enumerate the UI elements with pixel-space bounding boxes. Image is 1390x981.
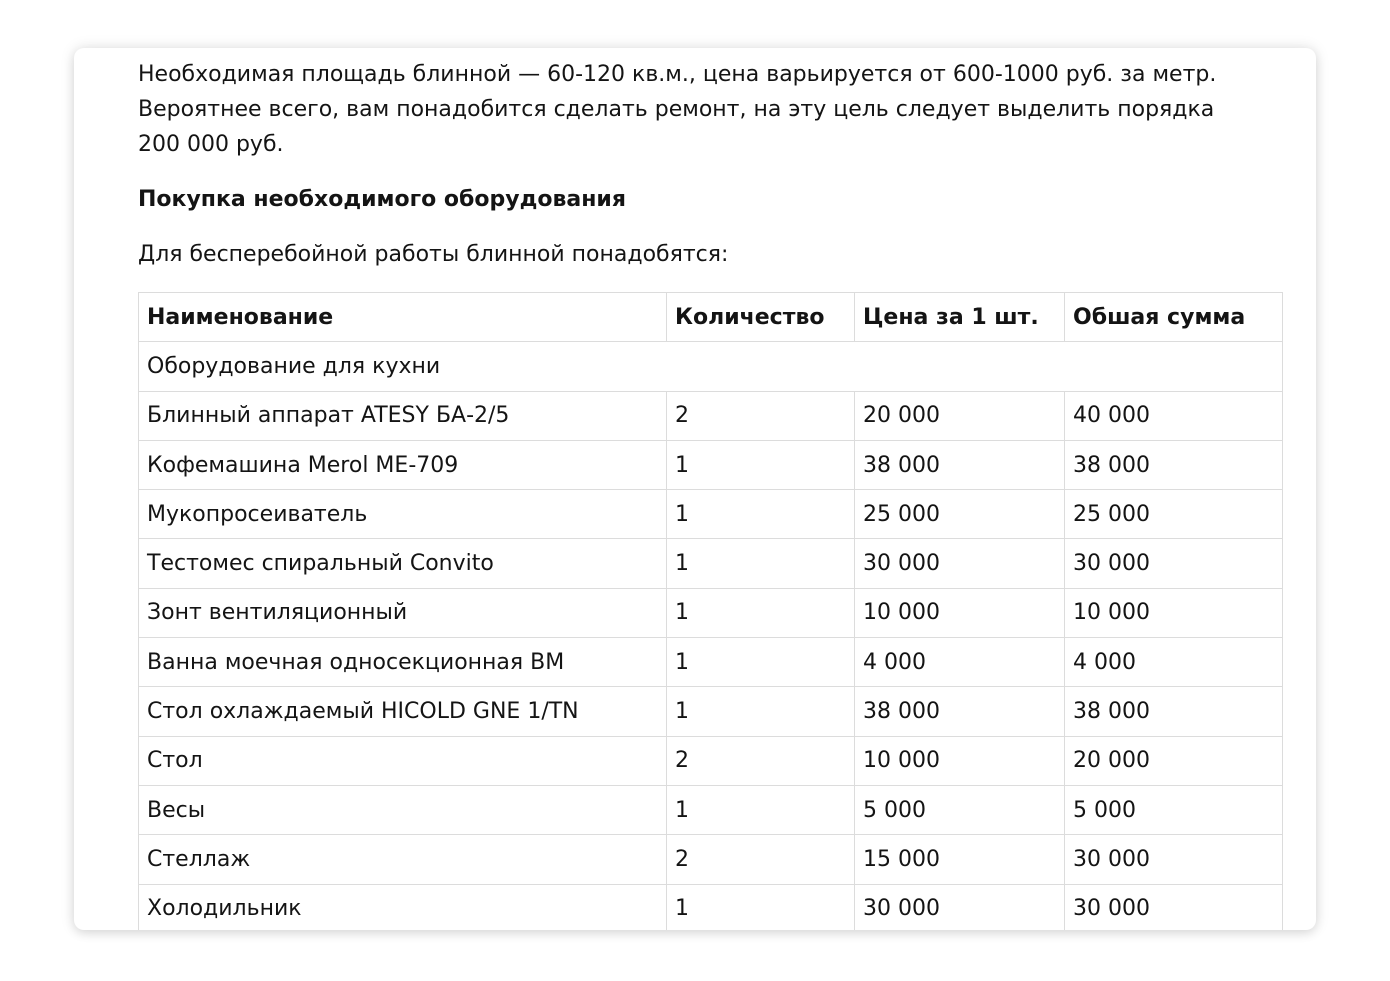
cell-name: Мукопросеиватель [139,490,667,539]
section-heading: Покупка необходимого оборудования [138,187,626,212]
table-row [139,391,1283,440]
cell-total: 30 000 [1065,884,1283,930]
cell-total: 30 000 [1065,835,1283,884]
header-total: Обшая сумма [1065,293,1283,342]
cell-total: 38 000 [1065,687,1283,736]
cell-name: Стол [139,736,667,785]
cell-unit-price: 30 000 [855,539,1065,588]
cell-total: 40 000 [1065,391,1283,440]
table-row [139,687,1283,736]
cell-name: Тестомес спиральный Convito [139,539,667,588]
cell-total: 5 000 [1065,785,1283,834]
cell-unit-price: 5 000 [855,785,1065,834]
cell-unit-price: 4 000 [855,638,1065,687]
cell-name: Стол охлаждаемый HICOLD GNE 1/TN [139,687,667,736]
cell-name: Холодильник [139,884,667,930]
table-row [139,588,1283,637]
cell-name: Блинный аппарат ATESY БА-2/5 [139,391,667,440]
cell-quantity: 1 [667,539,855,588]
cell-total: 20 000 [1065,736,1283,785]
cell-quantity: 1 [667,440,855,489]
cell-unit-price: 38 000 [855,687,1065,736]
cell-unit-price: 20 000 [855,391,1065,440]
cell-unit-price: 15 000 [855,835,1065,884]
table-body [139,342,1283,930]
table-row [139,440,1283,489]
lead-paragraph: Для бесперебойной работы блинной понадобятся: [138,242,729,267]
header-name: Наименование [139,293,667,342]
cell-name: Весы [139,785,667,834]
cell-unit-price: 30 000 [855,884,1065,930]
cell-total: 4 000 [1065,638,1283,687]
cell-quantity: 1 [667,490,855,539]
intro-paragraph: Необходимая площадь блинной — 60-120 кв.м., цена варьируется от 600-1000 руб. за метр. Вероятнее всего, вам понадобится сделать ремонт, на эту цель следует выделить порядка 200 000 руб. [138,62,1217,157]
table-group-row [139,342,1283,391]
cell-quantity: 1 [667,884,855,930]
cell-name: Стеллаж [139,835,667,884]
table-row [139,785,1283,834]
table-row [139,539,1283,588]
header-quantity: Количество [667,293,855,342]
equipment-table [138,292,1283,930]
cell-name: Ванна моечная односекционная ВМ [139,638,667,687]
table-row [139,736,1283,785]
cell-quantity: 2 [667,835,855,884]
table-row [139,835,1283,884]
article-content [138,57,1282,930]
cell-total: 30 000 [1065,539,1283,588]
cell-total: 10 000 [1065,588,1283,637]
cell-unit-price: 38 000 [855,440,1065,489]
cell-quantity: 1 [667,785,855,834]
cell-quantity: 2 [667,736,855,785]
cell-quantity: 1 [667,687,855,736]
cell-name: Кофемашина Merol ME-709 [139,440,667,489]
table-header-row [139,293,1283,342]
table-row [139,490,1283,539]
group-label: Оборудование для кухни [139,342,1283,391]
cell-unit-price: 25 000 [855,490,1065,539]
cell-unit-price: 10 000 [855,588,1065,637]
cell-unit-price: 10 000 [855,736,1065,785]
cell-name: Зонт вентиляционный [139,588,667,637]
header-unit-price: Цена за 1 шт. [855,293,1065,342]
table-row [139,638,1283,687]
cell-quantity: 1 [667,588,855,637]
cell-quantity: 1 [667,638,855,687]
cell-quantity: 2 [667,391,855,440]
article-card [74,48,1316,930]
cell-total: 25 000 [1065,490,1283,539]
table-row [139,884,1283,930]
cell-total: 38 000 [1065,440,1283,489]
